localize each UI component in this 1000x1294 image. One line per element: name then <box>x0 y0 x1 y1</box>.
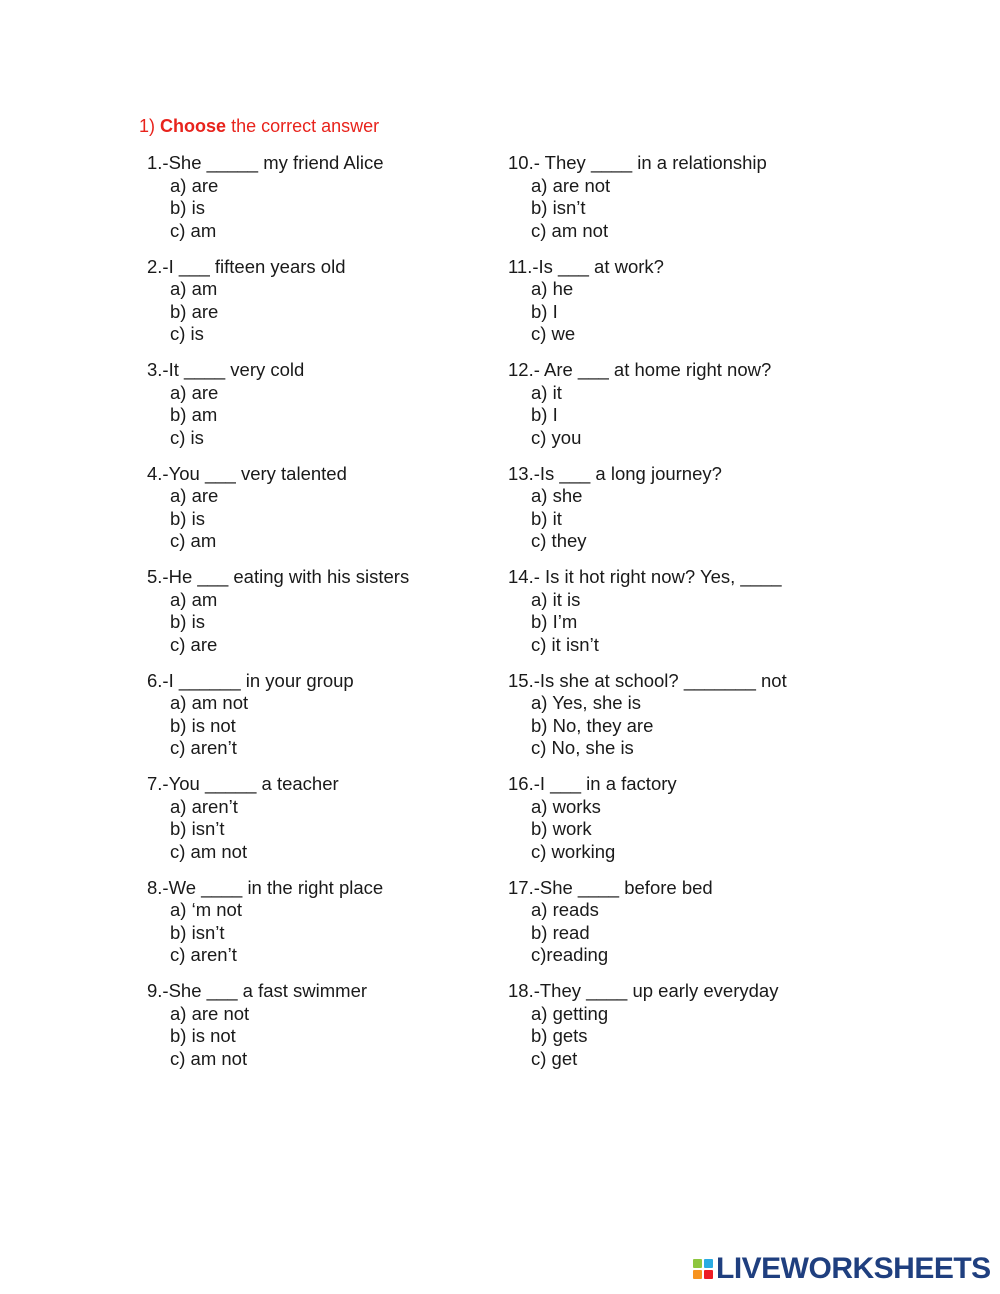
answer-option-a[interactable]: a) am <box>170 278 218 300</box>
answer-option-c[interactable]: c) am not <box>170 840 248 862</box>
answer-option-c[interactable]: c) am <box>170 530 217 552</box>
answer-option-c[interactable]: c) aren’t <box>170 944 237 966</box>
answer-option-b[interactable]: b) work <box>531 818 592 840</box>
instruction-number: 1) <box>139 116 156 136</box>
logo-text: LIVEWORKSHEETS <box>716 1252 991 1285</box>
answer-option-b[interactable]: b) No, they are <box>531 714 654 736</box>
instruction-heading <box>139 116 379 137</box>
question-item <box>508 359 868 463</box>
question-stem: 14.- Is it hot right now? Yes, ____ <box>508 566 782 587</box>
answer-option-c[interactable]: c) is <box>170 426 204 448</box>
answer-option-a[interactable]: a) ‘m not <box>170 899 242 921</box>
answer-option-b[interactable]: b) am <box>170 404 218 426</box>
answer-option-b[interactable]: b) it <box>531 507 562 529</box>
answer-option-a[interactable]: a) Yes, she is <box>531 692 642 714</box>
answer-option-a[interactable]: a) it is <box>531 588 581 610</box>
question-column-left <box>147 152 507 1084</box>
answer-option-b[interactable]: b) I <box>531 404 558 426</box>
question-stem: 1.-She _____ my friend Alice <box>147 152 384 173</box>
question-item <box>147 152 507 256</box>
liveworksheets-logo <box>693 1254 991 1284</box>
answer-option-c[interactable]: c) you <box>531 426 582 448</box>
question-stem: 4.-You ___ very talented <box>147 462 347 484</box>
question-item <box>147 463 507 567</box>
answer-option-b[interactable]: b) I’m <box>531 611 578 633</box>
question-column-right <box>508 152 868 1084</box>
answer-option-b[interactable]: b) is <box>170 197 205 219</box>
question-item <box>147 980 507 1084</box>
question-stem: 15.-Is she at school? _______ not <box>508 669 787 691</box>
answer-option-c[interactable]: c) am not <box>170 1047 248 1069</box>
answer-option-a[interactable]: a) are <box>170 174 219 196</box>
question-item <box>147 773 507 877</box>
answer-option-a[interactable]: a) getting <box>531 1002 609 1024</box>
answer-option-c[interactable]: c)reading <box>531 944 609 966</box>
answer-option-a[interactable]: a) are not <box>531 174 611 196</box>
answer-option-a[interactable]: a) reads <box>531 899 599 921</box>
answer-option-a[interactable]: a) he <box>531 278 574 300</box>
answer-option-c[interactable]: c) aren’t <box>170 737 237 759</box>
answer-option-b[interactable]: b) is <box>170 611 205 633</box>
answer-option-c[interactable]: c) am <box>170 219 217 241</box>
answer-option-a[interactable]: a) works <box>531 795 601 817</box>
question-stem: 16.-I ___ in a factory <box>508 773 677 794</box>
question-item <box>147 359 507 463</box>
answer-option-a[interactable]: a) it <box>531 381 562 403</box>
answer-option-c[interactable]: c) get <box>531 1047 578 1069</box>
answer-option-c[interactable]: c) am not <box>531 219 609 241</box>
answer-option-b[interactable]: b) isn’t <box>170 921 225 943</box>
question-stem: 2.-I ___ fifteen years old <box>147 255 346 277</box>
question-stem: 9.-She ___ a fast swimmer <box>147 980 368 1001</box>
question-stem: 6.-I ______ in your group <box>147 669 354 691</box>
question-stem: 11.-Is ___ at work? <box>508 255 664 277</box>
answer-option-a[interactable]: a) am not <box>170 692 249 714</box>
answer-option-b[interactable]: b) gets <box>531 1025 588 1047</box>
question-item <box>147 256 507 360</box>
question-stem: 3.-It ____ very cold <box>147 359 305 380</box>
answer-option-b[interactable]: b) are <box>170 300 219 322</box>
question-stem: 7.-You _____ a teacher <box>147 773 339 794</box>
question-item <box>508 670 868 774</box>
answer-option-a[interactable]: a) she <box>531 485 583 507</box>
answer-option-a[interactable]: a) are <box>170 381 219 403</box>
question-item <box>508 773 868 877</box>
question-item <box>147 877 507 981</box>
answer-option-a[interactable]: a) are not <box>170 1002 250 1024</box>
answer-option-b[interactable]: b) is not <box>170 1025 236 1047</box>
answer-option-a[interactable]: a) are <box>170 485 219 507</box>
question-item <box>508 566 868 670</box>
question-item <box>508 256 868 360</box>
question-stem: 5.-He ___ eating with his sisters <box>147 566 410 587</box>
answer-option-b[interactable]: b) is <box>170 507 205 529</box>
question-stem: 12.- Are ___ at home right now? <box>508 359 772 380</box>
answer-option-c[interactable]: c) is <box>170 323 204 345</box>
instruction-emphasis: Choose <box>160 116 227 136</box>
instruction-text: the correct answer <box>231 116 380 136</box>
answer-option-b[interactable]: b) isn’t <box>170 818 225 840</box>
answer-option-c[interactable]: c) are <box>170 633 218 655</box>
question-item <box>147 670 507 774</box>
answer-option-a[interactable]: a) am <box>170 588 218 610</box>
answer-option-c[interactable]: c) working <box>531 840 616 862</box>
answer-option-b[interactable]: b) is not <box>170 714 236 736</box>
question-stem: 13.-Is ___ a long journey? <box>508 462 722 484</box>
question-item <box>508 980 868 1084</box>
question-item <box>508 463 868 567</box>
question-stem: 18.-They ____ up early everyday <box>508 980 779 1001</box>
answer-option-b[interactable]: b) read <box>531 921 590 943</box>
answer-option-c[interactable]: c) they <box>531 530 587 552</box>
question-stem: 10.- They ____ in a relationship <box>508 152 767 173</box>
question-item <box>147 566 507 670</box>
answer-option-b[interactable]: b) isn’t <box>531 197 586 219</box>
answer-option-c[interactable]: c) it isn’t <box>531 633 599 655</box>
question-item <box>508 877 868 981</box>
question-stem: 8.-We ____ in the right place <box>147 876 384 898</box>
answer-option-a[interactable]: a) aren’t <box>170 795 238 817</box>
answer-option-c[interactable]: c) No, she is <box>531 737 634 759</box>
logo-mark-icon <box>693 1259 713 1279</box>
answer-option-c[interactable]: c) we <box>531 323 576 345</box>
question-item <box>508 152 868 256</box>
question-stem: 17.-She ____ before bed <box>508 876 713 898</box>
answer-option-b[interactable]: b) I <box>531 300 558 322</box>
